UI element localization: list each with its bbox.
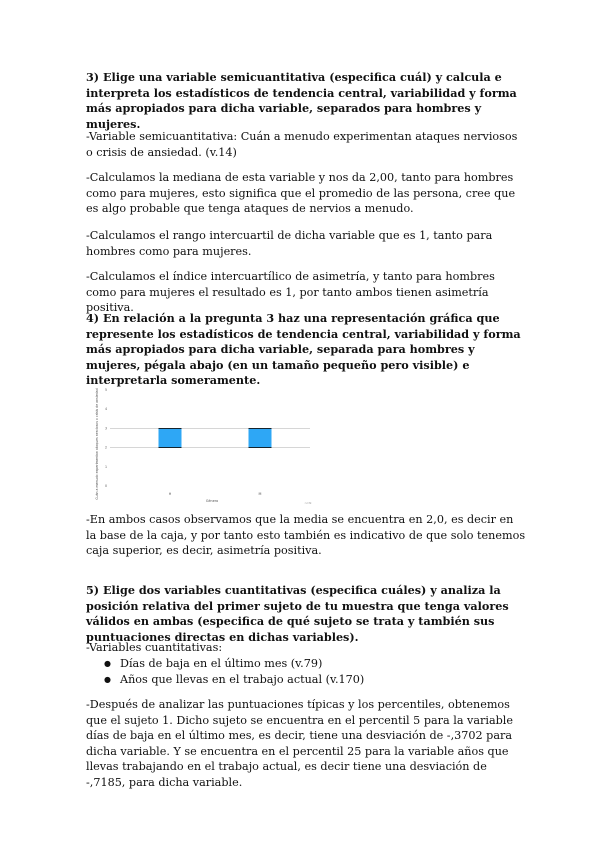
box-series bbox=[159, 428, 272, 447]
q5-heading: 5) Elige dos variables cuantitativas (especifica cuáles) y analiza la posición relativa del primer sujeto de tu muestra que tenga valores válidos en ambas (especifica de qué sujeto se trata y también sus puntuaciones directas en dichas variables). bbox=[86, 583, 509, 644]
x-tick-label: M bbox=[258, 492, 262, 496]
q4-interpretation-paragraph: -En ambos casos observamos que la media se encuentra en 2,0, es decir en la base de la caja, y por tanto esto también es indicativo de que solo tenemos caja superior, es decir, asimetría positiva. bbox=[86, 513, 526, 558]
list-item: ● Días de baja en el último mes (v.79) bbox=[86, 656, 526, 672]
boxplot-chart bbox=[88, 382, 324, 506]
q3-variable-paragraph: -Variable semicuantitativa: Cuán a menudo experimentan ataques nerviosos o crisis de ansiedad. (v.14) bbox=[86, 130, 518, 159]
x-axis-categories bbox=[169, 492, 262, 496]
y-tick-label: 4 bbox=[104, 407, 107, 412]
y-axis-label: Cuán a menudo experimentan ataques nerviosos o crisis de ansiedad bbox=[95, 388, 99, 500]
y-tick-label: 3 bbox=[104, 426, 107, 431]
chart-footnote: n=N bbox=[304, 501, 312, 505]
y-tick-label: 2 bbox=[104, 445, 107, 450]
q3-median-paragraph: -Calculamos la mediana de esta variable y nos da 2,00, tanto para hombres como para mujeres, esto significa que el promedio de las persona, cree que es algo probable que tenga ataques de nervios a menudo. bbox=[86, 171, 516, 216]
q4-heading: 4) En relación a la pregunta 3 haz una representación gráfica que represente los estadísticos de tendencia central, variabilidad y forma más apropiados para dicha variable, separada para hombres y mujeres, pégala abajo (en un tamaño pequeño pero visible) e interpretarla someramente. bbox=[86, 311, 521, 388]
y-axis-ticks bbox=[105, 388, 107, 488]
q5-analysis-paragraph: -Después de analizar las puntuaciones típicas y los percentiles, obtenemos que el sujeto 1. Dicho sujeto se encuentra en el percentil 5 para la variable días de baja en el último mes, es decir, tiene una desviación de -,3702 para dicha variable. Y se encuentra en el percentil 25 para la variable años que llevas trabajando en el trabajo actual, es decir tiene una desviación de -,7185, para dicha variable. bbox=[86, 698, 513, 789]
y-tick-label: 5 bbox=[104, 388, 107, 392]
gridlines bbox=[110, 428, 310, 447]
box-M bbox=[249, 428, 272, 447]
x-axis-label: Género bbox=[205, 499, 219, 503]
q3-heading: 3) Elige una variable semicuantitativa (especifica cuál) y calcula e interpreta los estadísticos de tendencia central, variabilidad y forma más apropiados para dicha variable, separados para hombres y mujeres. bbox=[86, 70, 517, 131]
box-H bbox=[159, 428, 182, 447]
q3-asymmetry-paragraph: -Calculamos el índice intercuartílico de asimetría, y tanto para hombres como para mujeres el resultado es 1, por tanto ambos tienen asimetría positiva. bbox=[86, 270, 495, 315]
q3-iqr-paragraph: -Calculamos el rango intercuartil de dicha variable que es 1, tanto para hombres como para mujeres. bbox=[86, 229, 493, 258]
y-tick-label: 0 bbox=[104, 484, 107, 488]
x-tick-label: H bbox=[168, 492, 172, 496]
list-item: ● Años que llevas en el trabajo actual (v.170) bbox=[86, 672, 526, 688]
y-tick-label: 1 bbox=[104, 464, 107, 469]
q5-variable-list bbox=[86, 656, 526, 687]
q5-vars-label: -Variables cuantitativas: bbox=[86, 641, 223, 654]
